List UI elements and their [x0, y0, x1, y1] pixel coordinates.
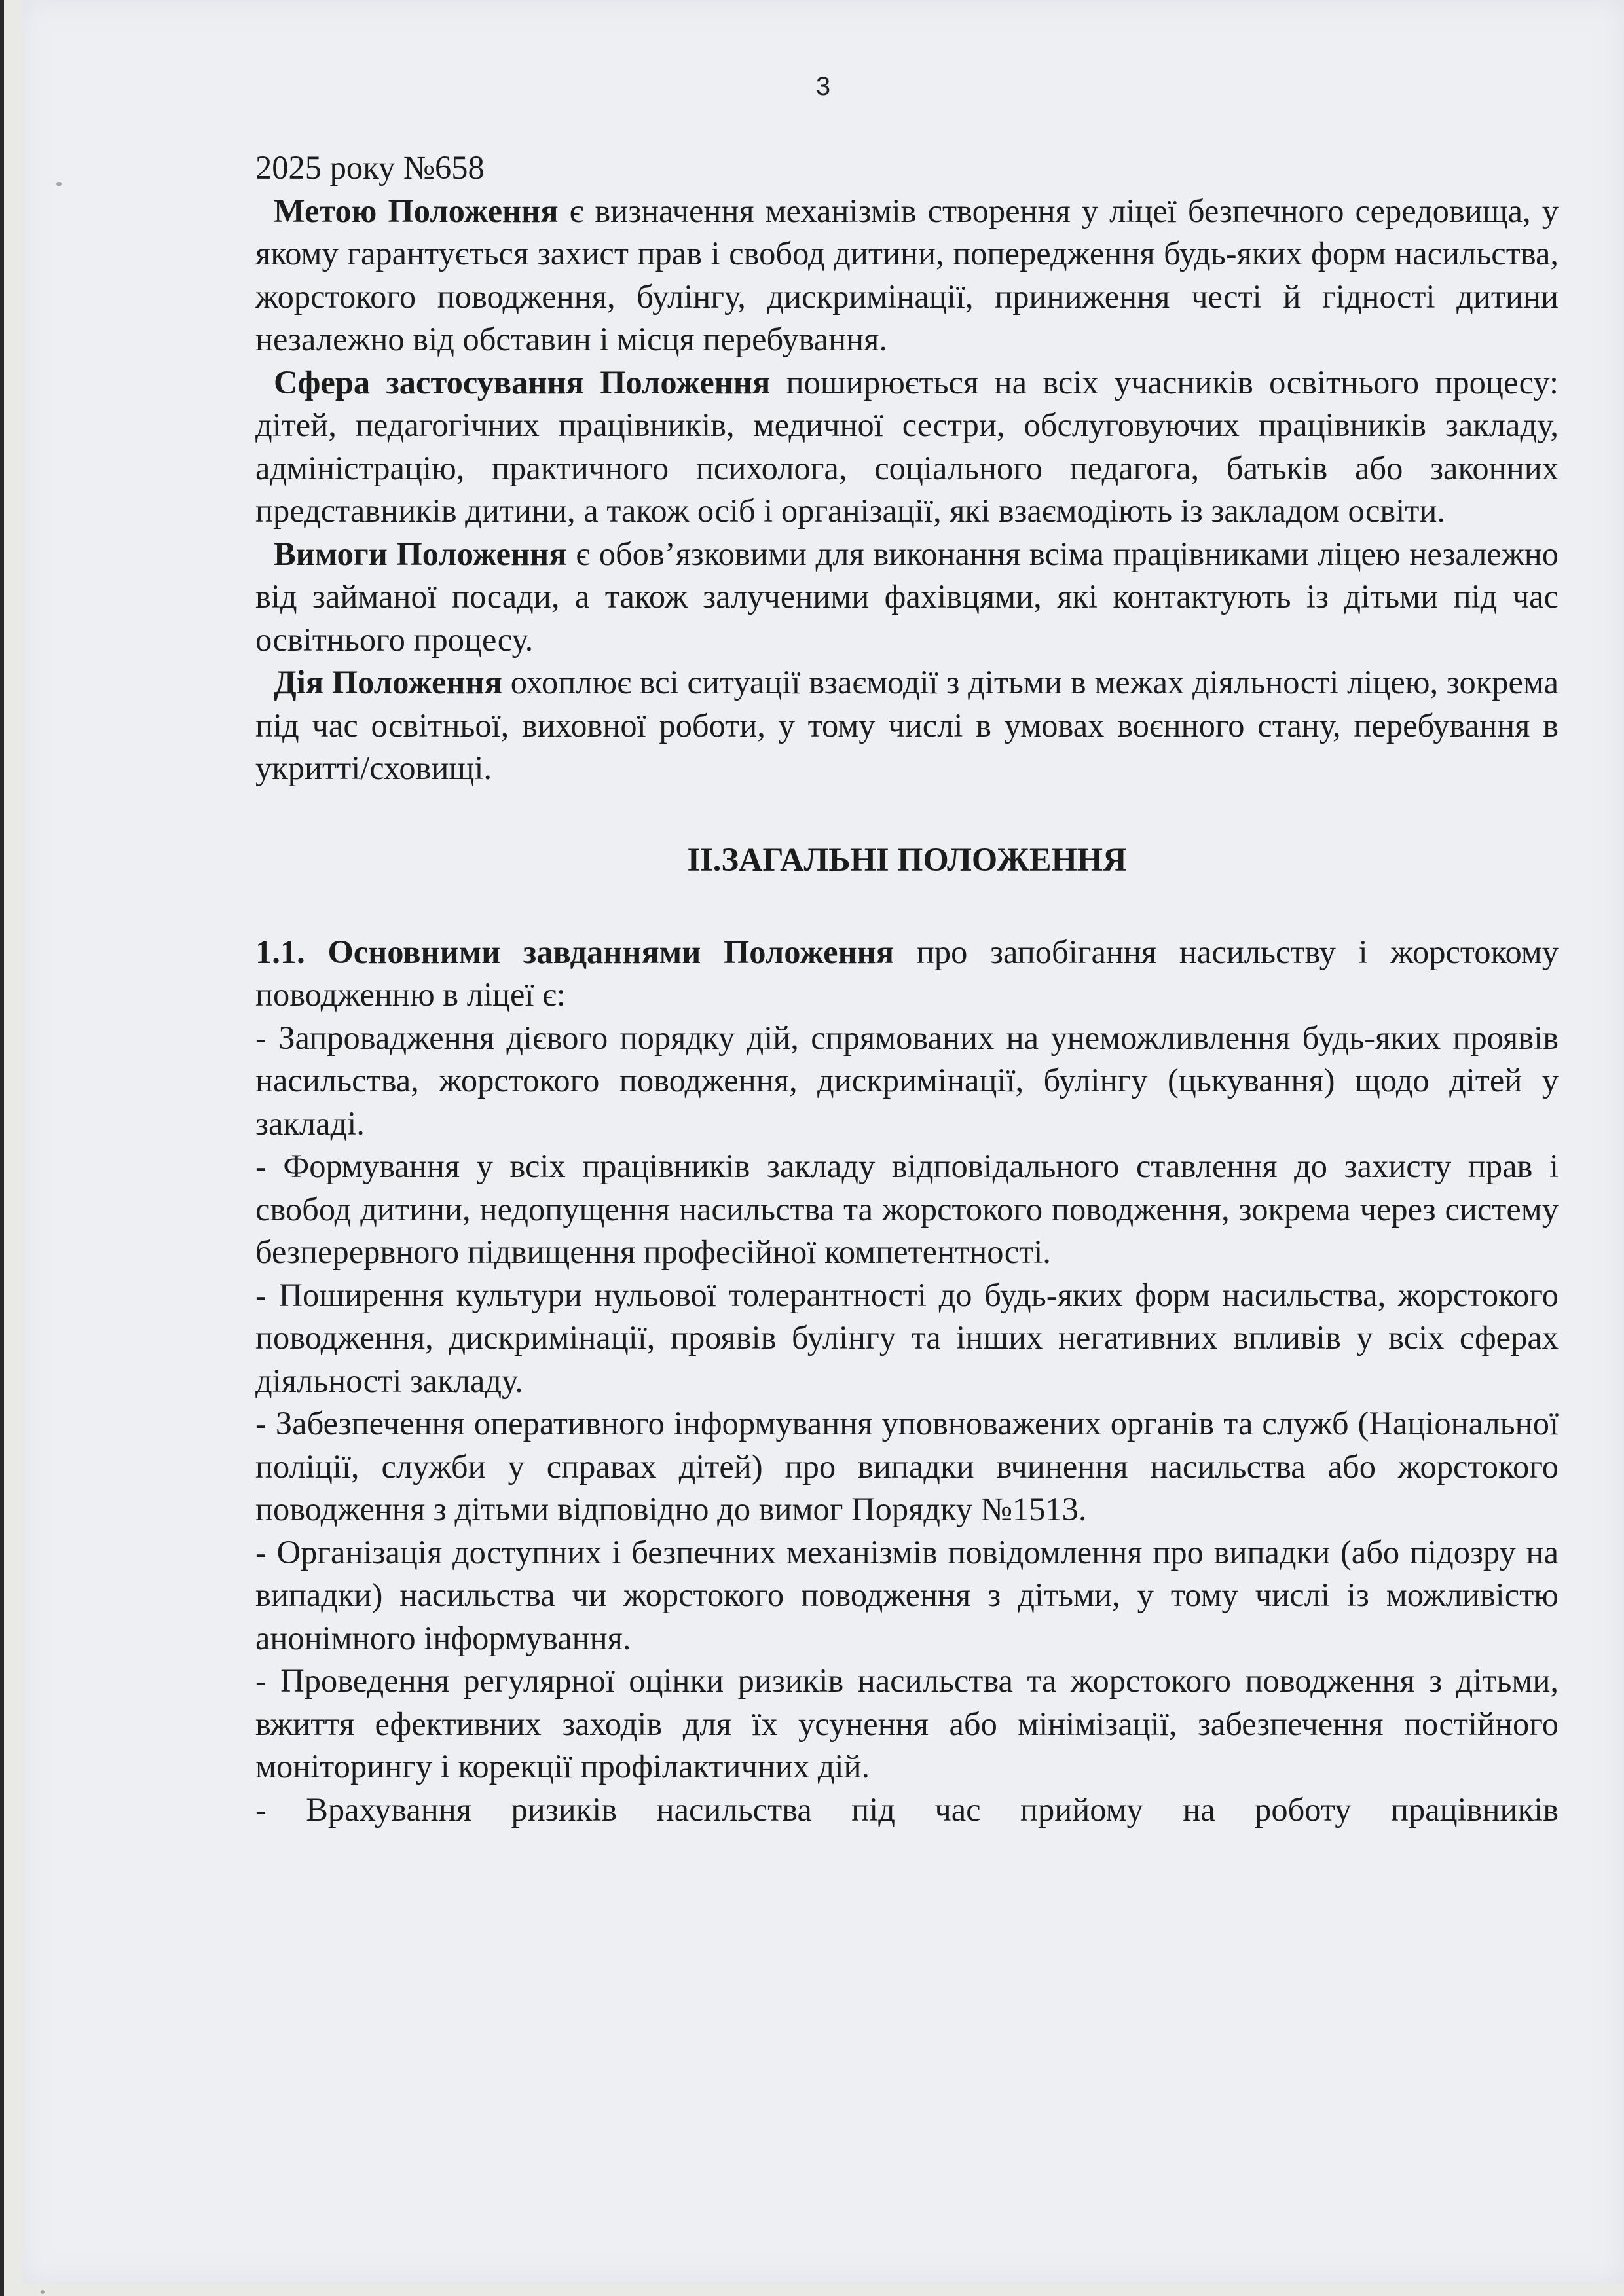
paragraph-purpose-term: Метою Положення [274, 192, 559, 229]
bullet-item: - Організація доступних і безпечних механізмів повідомлення про випадки (або підозру на випадки) насильства чи жорстокого поводження з дітьми, у тому числі із можливістю анонімного інформування. [255, 1533, 1559, 1656]
item-term: Основними завданнями Положення [304, 933, 895, 970]
paragraph-purpose [255, 190, 1559, 361]
paragraph-scope [255, 361, 1559, 533]
scan-speck [41, 2290, 45, 2294]
paragraph-requirements-term: Вимоги Положення [274, 535, 567, 572]
bullet-item: - Формування у всіх працівників закладу відповідального ставлення до захисту прав і свобод дитини, недопущення насильства та жорстокого поводження, зокрема через систему безперервного підвищення професійної компетентності. [255, 1148, 1559, 1270]
scan-edge [0, 0, 4, 2296]
paragraph-requirements-text: є обов’язковими для виконання всіма працівниками ліцею незалежно від займаної посади, а також залученими фахівцями, які контактують із дітьми під час освітнього процесу. [255, 535, 1559, 658]
paragraph-applicability-term: Дія Положення [274, 664, 502, 701]
bullet-item: - Забезпечення оперативного інформування уповноважених органів та служб (Національної поліції, служби у справах дітей) про випадки вчинення насильства або жорстокого поводження з дітьми відповідно до вимог Порядку №1513. [255, 1405, 1559, 1527]
document-body [255, 147, 1559, 1831]
item-number: 1.1. [255, 933, 305, 970]
paragraph-applicability-text: охоплює всі ситуації взаємодії з дітьми в межах діяльності ліцею, зокрема під час освітньої, виховної роботи, у тому числі в умовах воєнного стану, перебування в укритті/сховищі. [255, 664, 1559, 786]
bullet-item: - Запровадження дієвого порядку дій, спрямованих на унеможливлення будь-яких проявів насильства, жорстокого поводження, дискримінації, булінгу (цькування) щодо дітей у закладі. [255, 1019, 1559, 1142]
paragraph-scope-term: Сфера застосування Положення [274, 363, 771, 401]
bullet-item: - Проведення регулярної оцінки ризиків насильства та жорстокого поводження з дітьми, вжиття ефективних заходів для їх усунення або мінімізації, забезпечення постійного моніторингу і корекції профілактичних дій. [255, 1662, 1559, 1785]
item-text: про запобігання насильству і жорстокому поводженню в ліцеї є: [255, 933, 1559, 1013]
document-page [22, 0, 1624, 2284]
page-number: 3 [815, 72, 831, 101]
paragraph-scope-text: поширюється на всіх учасників освітнього процесу: дітей, педагогічних працівників, медичної сестри, обслуговуючих працівників закладу, адміністрацію, практичного психолога, соціального педагога, батьків або законних представників дитини, а також осіб і організації, які взаємодіють із закладом освіти. [255, 363, 1559, 529]
bullet-item: - Поширення культури нульової толерантності до будь-яких форм насильства, жорстокого поводження, дискримінації, проявів булінгу та інших негативних впливів у всіх сферах діяльності закладу. [255, 1276, 1559, 1399]
intro-line: 2025 року №658 [255, 149, 485, 186]
section-heading: ІІ.ЗАГАЛЬНІ ПОЛОЖЕННЯ [687, 841, 1127, 878]
paragraph-purpose-text: є визначення механізмів створення у ліцеї безпечного середовища, у якому гарантується захист прав і свобод дитини, попередження будь-яких форм насильства, жорстокого поводження, булінгу, дискримінації, приниження честі й гідності дитини незалежно від обставин і місця перебування. [255, 192, 1559, 357]
scan-speck [56, 182, 62, 186]
bullet-item: - Врахування ризиків насильства під час прийому на роботу працівників [255, 1791, 1559, 1828]
paragraph-requirements [255, 533, 1559, 662]
paragraph-applicability [255, 661, 1559, 790]
item-1-1 [255, 931, 1559, 1017]
